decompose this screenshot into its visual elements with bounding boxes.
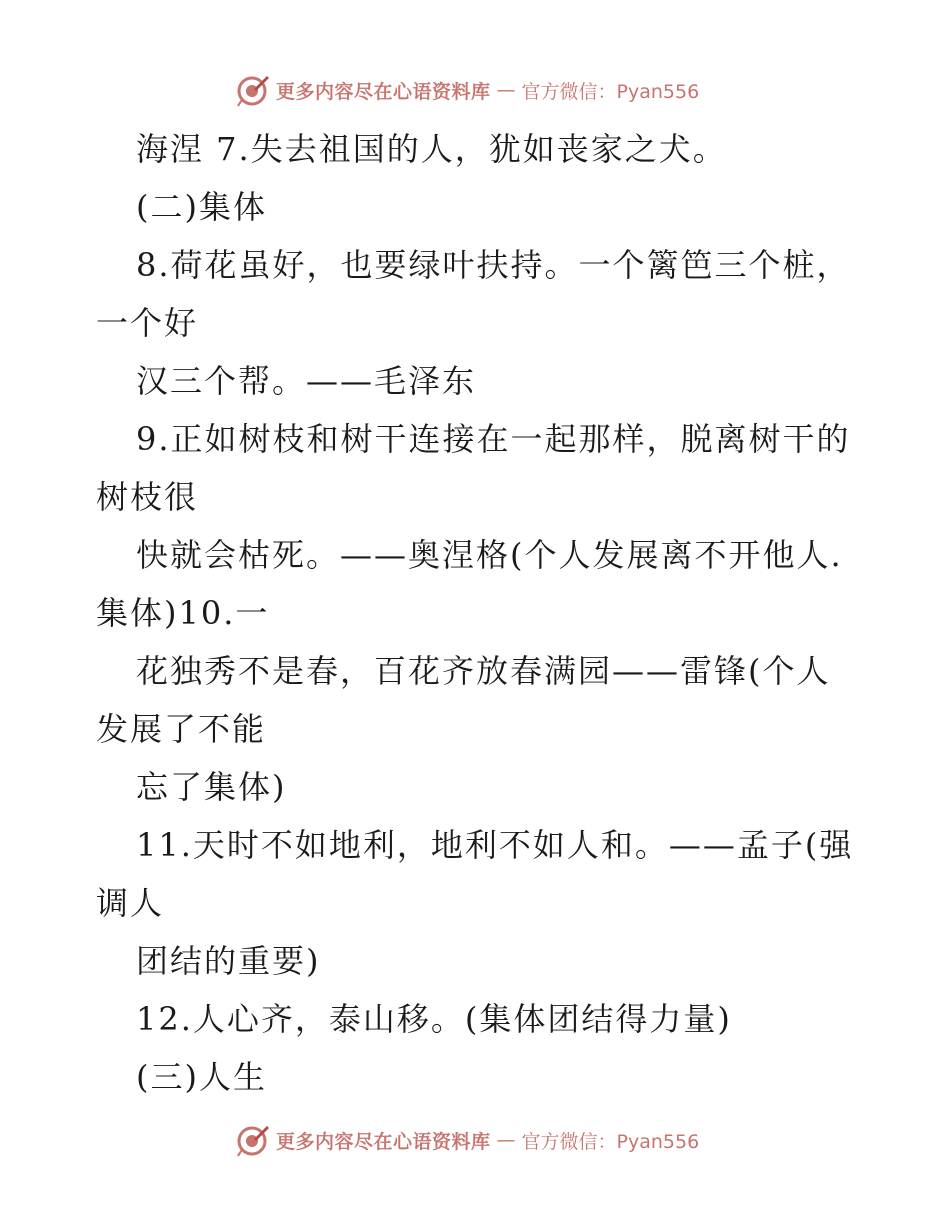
text-line: 11.天时不如地利，地利不如人和。——孟子(强 (136, 826, 854, 864)
text-line: 集体)10.一 (96, 594, 270, 632)
section-heading: (三)人生 (136, 1058, 267, 1096)
pen-logo-icon (236, 1123, 270, 1157)
text-line: 团结的重要) (136, 942, 321, 980)
banner-wechat-text: 官方微信：Pyan556 (521, 1130, 700, 1153)
text-line: 12.人心齐，泰山移。(集体团结得力量) (136, 1000, 732, 1038)
pen-logo-icon (236, 73, 270, 107)
text-line: 海涅 7.失去祖国的人，犹如丧家之犬。 (136, 130, 727, 168)
text-line: 9.正如树枝和树干连接在一起那样，脱离树干的 (136, 420, 851, 458)
text-line: 调人 (96, 884, 165, 922)
footer-banner (236, 1122, 699, 1158)
text-line: 树枝很 (96, 478, 199, 516)
text-line: 一个好 (96, 304, 199, 342)
banner-main-text: 更多内容尽在心语资料库 (276, 1130, 491, 1153)
banner-main-text: 更多内容尽在心语资料库 (276, 80, 491, 103)
section-heading: (二)集体 (136, 188, 267, 226)
banner-separator: — (496, 1129, 516, 1151)
text-line: 快就会枯死。——奥涅格(个人发展离不开他人. (136, 536, 843, 574)
header-banner (236, 72, 699, 108)
document-body (96, 120, 866, 1106)
text-line: 8.荷花虽好，也要绿叶扶持。一个篱笆三个桩， (136, 246, 851, 284)
text-line: 发展了不能 (96, 710, 267, 748)
text-line: 汉三个帮。——毛泽东 (136, 362, 477, 400)
text-line: 花独秀不是春，百花齐放春满园——雷锋(个人 (136, 652, 831, 690)
banner-separator: — (496, 79, 516, 101)
text-line: 忘了集体) (136, 768, 287, 806)
banner-wechat-text: 官方微信：Pyan556 (521, 80, 700, 103)
